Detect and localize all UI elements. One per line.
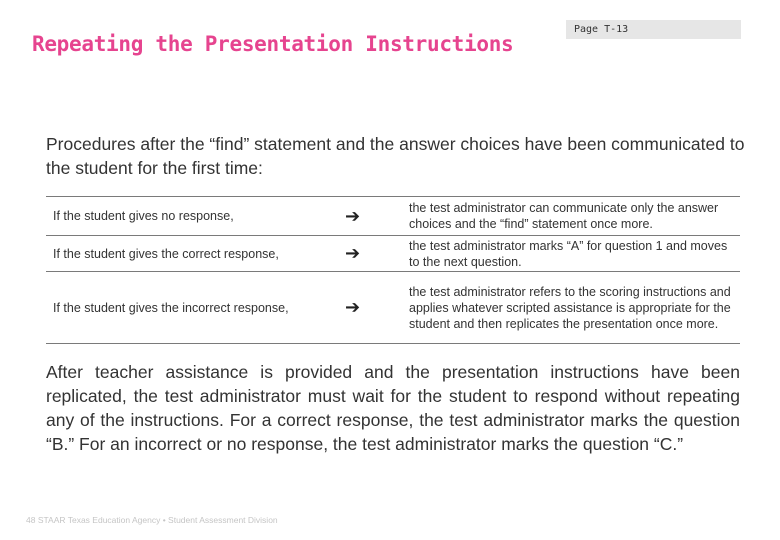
result-cell: the test administrator refers to the scoring instructions and applies whatever scripted assistance is appropriate for the student and then replicates the presentation once more.: [405, 272, 740, 344]
after-assistance-paragraph: After teacher assistance is provided and the presentation instructions have been replicated, the test administrator must wait for the student to respond without repeating any of the instructions. For a correct response, the test administrator marks the question “B.” For an incorrect or no response, the test administrator marks the question “C.”: [46, 362, 740, 454]
footer-text: 48 STAAR Texas Education Agency • Student Assessment Division: [26, 515, 278, 525]
response-procedures-table: [46, 196, 740, 344]
condition-cell: If the student gives the incorrect response,: [46, 272, 335, 344]
right-arrow-icon: ➔: [345, 297, 361, 317]
result-cell: the test administrator can communicate only the answer choices and the “find” statement once more.: [405, 197, 740, 236]
right-arrow-icon: ➔: [345, 243, 361, 263]
page-title: Repeating the Presentation Instructions: [32, 32, 514, 56]
condition-cell: If the student gives no response,: [46, 197, 335, 236]
table-row: [46, 236, 740, 272]
right-arrow-icon: ➔: [345, 205, 361, 226]
table-row: [46, 197, 740, 236]
page-number-badge: Page T-13: [566, 20, 741, 39]
intro-paragraph: Procedures after the “find” statement and the answer choices have been communicated to the student for the first time:: [46, 134, 745, 178]
result-cell: the test administrator marks “A” for question 1 and moves to the next question.: [405, 236, 740, 272]
condition-cell: If the student gives the correct response,: [46, 236, 335, 272]
table-row: [46, 272, 740, 344]
